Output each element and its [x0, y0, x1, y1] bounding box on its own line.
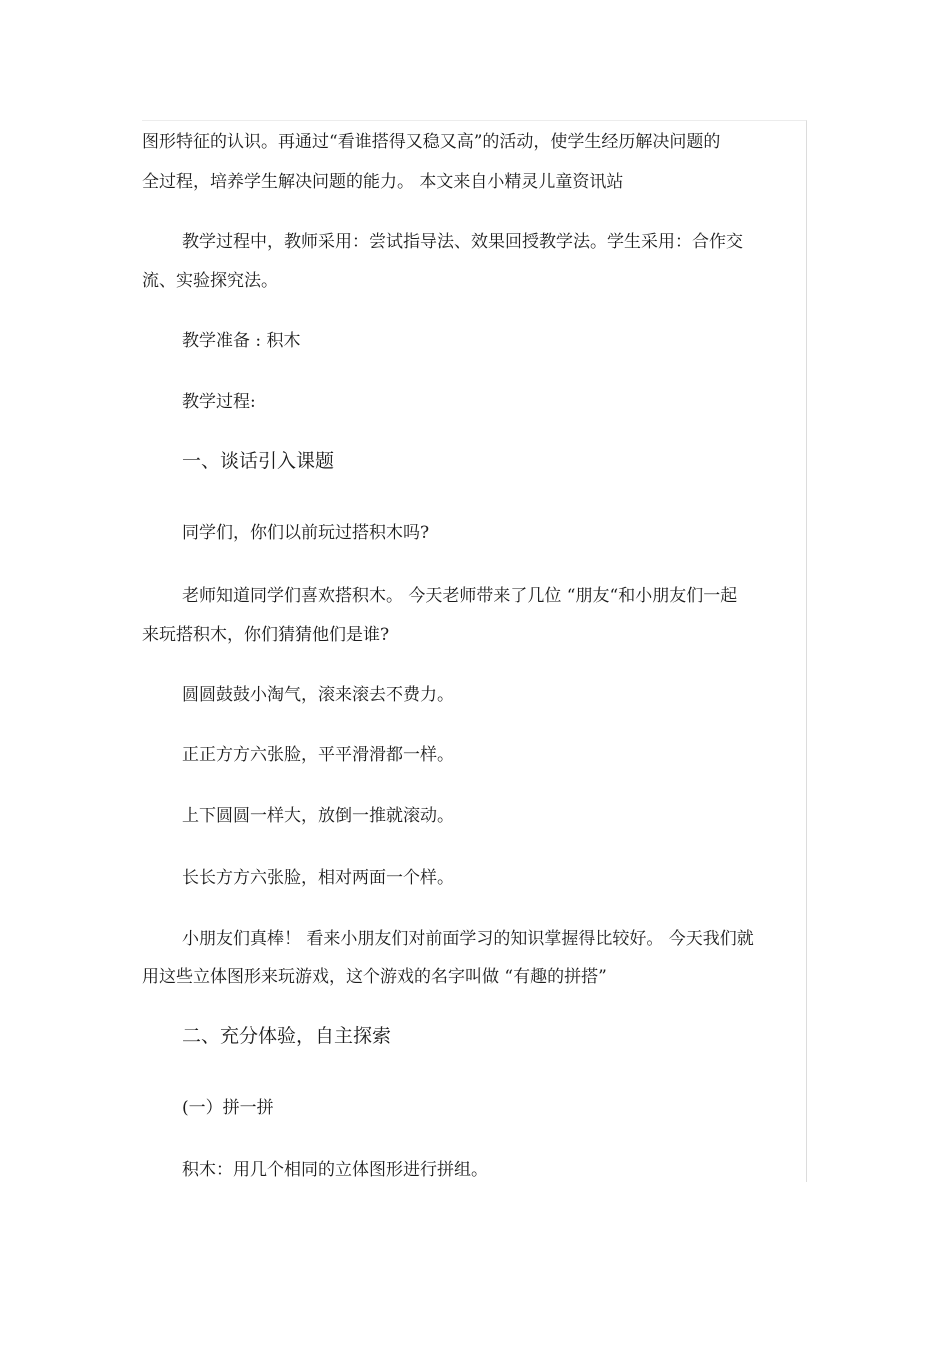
section-heading: 一、谈话引入课题: [182, 450, 335, 472]
paragraph-line: 来玩搭积木，你们猜猜他们是谁?: [142, 625, 390, 645]
document-page: [142, 120, 807, 1182]
paragraph-line: 教学过程:: [182, 392, 256, 412]
paragraph-line: 同学们，你们以前玩过搭积木吗?: [182, 523, 430, 543]
paragraph-line: 教学准备 : 积木: [182, 331, 301, 351]
paragraph-line: 老师知道同学们喜欢搭积木。 今天老师带来了几位 “朋友“和小朋友们一起: [182, 586, 738, 606]
riddle-line: 正正方方六张脸，平平滑滑都一样。: [182, 745, 454, 765]
subsection-heading: (一）拼一拼: [182, 1098, 274, 1118]
paragraph-line: 教学过程中，教师采用：尝试指导法、效果回授教学法。学生采用：合作交: [182, 232, 743, 252]
paragraph-line: 图形特征的认识。再通过“看谁搭得又稳又高”的活动，使学生经历解决问题的: [142, 132, 721, 152]
riddle-line: 长长方方六张脸，相对两面一个样。: [182, 868, 454, 888]
paragraph-line: 流、实验探究法。: [142, 271, 278, 291]
section-heading: 二、充分体验，自主探索: [182, 1025, 392, 1047]
riddle-line: 圆圆鼓鼓小淘气，滚来滚去不费力。: [182, 685, 454, 705]
riddle-line: 上下圆圆一样大，放倒一推就滚动。: [182, 806, 454, 826]
paragraph-line: 积木：用几个相同的立体图形进行拼组。: [182, 1160, 488, 1180]
paragraph-line: 小朋友们真棒！ 看来小朋友们对前面学习的知识掌握得比较好。 今天我们就: [182, 929, 754, 949]
paragraph-line: 全过程，培养学生解决问题的能力。 本文来自小精灵儿童资讯站: [142, 172, 624, 192]
paragraph-line: 用这些立体图形来玩游戏，这个游戏的名字叫做 “有趣的拼搭”: [142, 967, 607, 987]
